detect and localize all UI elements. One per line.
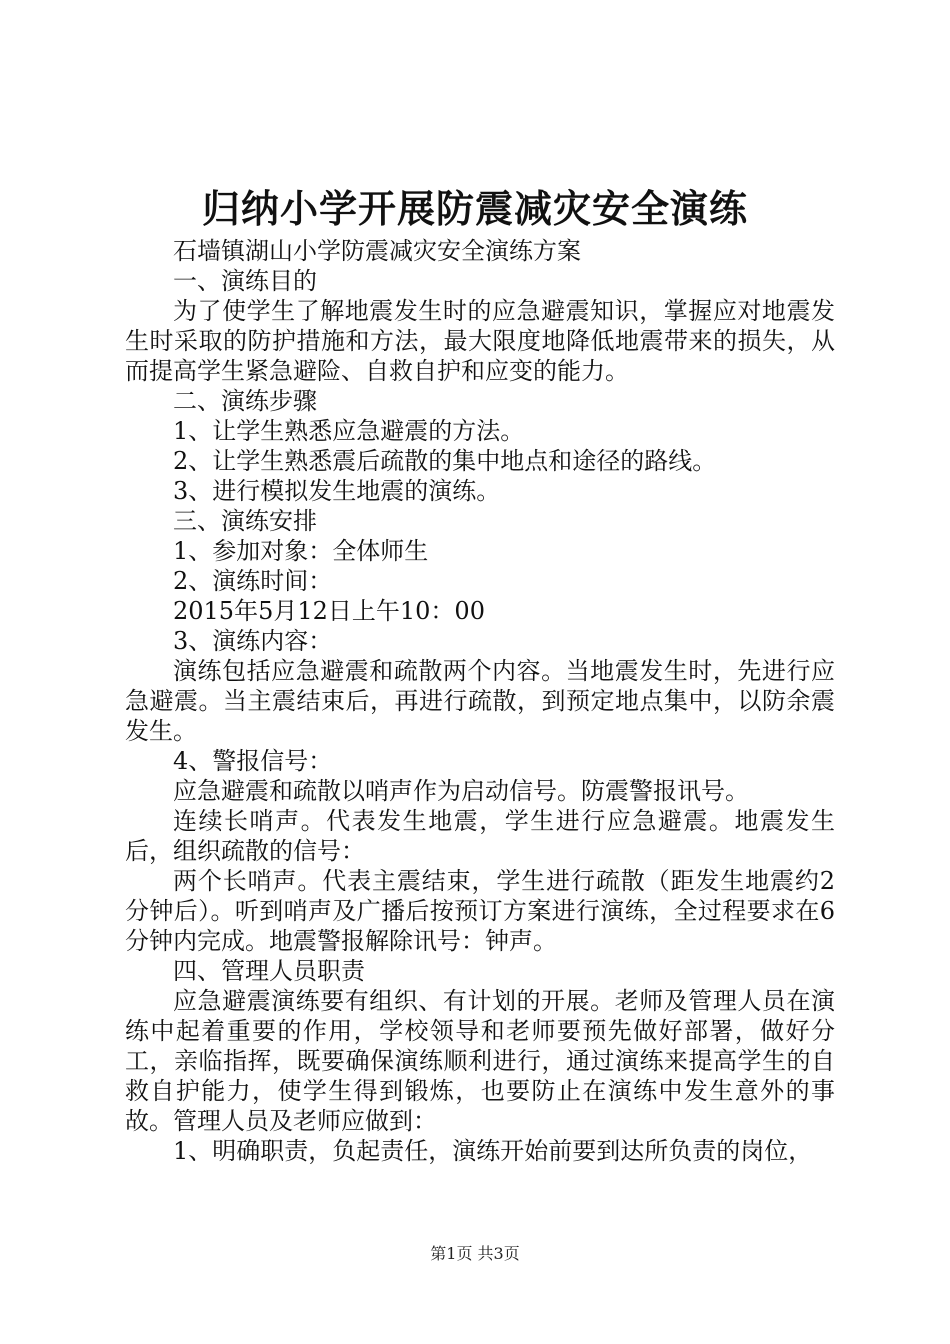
list-item: 1、明确职责，负起责任，演练开始前要到达所负责的岗位，	[173, 1137, 813, 1165]
paragraph: 应急避震演练要有组织、有计划的开展。老师及管理人员在演练中起着重要的作用，学校领导和老师要预先做好部署，做好分工，亲临指挥，既要确保演练顺利进行，通过演练来提高学生的自救自护能力，使学生得到锻炼，也要防止在演练中发生意外的事故。管理人员及老师应做到：	[125, 987, 835, 1135]
section-heading: 四、管理人员职责	[173, 957, 365, 985]
paragraph: 演练包括应急避震和疏散两个内容。当地震发生时，先进行应急避震。当主震结束后，再进行疏散，到预定地点集中，以防余震发生。	[125, 657, 835, 745]
subtitle-line: 石墙镇湖山小学防震减灾安全演练方案	[173, 237, 581, 265]
list-item: 2、演练时间：	[173, 567, 333, 595]
document-title: 归纳小学开展防震减灾安全演练	[201, 187, 748, 231]
list-item: 3、进行模拟发生地震的演练。	[173, 477, 501, 505]
list-item: 3、演练内容：	[173, 627, 333, 655]
section-heading: 二、演练步骤	[173, 387, 317, 415]
section-heading: 一、演练目的	[173, 267, 317, 295]
list-item: 1、参加对象：全体师生	[173, 537, 429, 565]
list-item: 4、警报信号：	[173, 747, 333, 775]
document-body	[125, 236, 835, 1166]
paragraph: 2015年5月12日上午10：00	[173, 597, 485, 625]
section-heading: 三、演练安排	[173, 507, 317, 535]
page-number-footer: 第1页 共3页	[430, 1244, 520, 1263]
paragraph: 两个长哨声。代表主震结束，学生进行疏散（距发生地震约2分钟后）。听到哨声及广播后按预订方案进行演练，全过程要求在6分钟内完成。地震警报解除讯号：钟声。	[125, 867, 835, 955]
list-item: 1、让学生熟悉应急避震的方法。	[173, 417, 525, 445]
paragraph: 为了使学生了解地震发生时的应急避震知识，掌握应对地震发生时采取的防护措施和方法，最大限度地降低地震带来的损失，从而提高学生紧急避险、自救自护和应变的能力。	[125, 297, 835, 385]
list-item: 2、让学生熟悉震后疏散的集中地点和途径的路线。	[173, 447, 717, 475]
paragraph: 连续长哨声。代表发生地震，学生进行应急避震。地震发生后，组织疏散的信号：	[125, 807, 835, 865]
paragraph: 应急避震和疏散以哨声作为启动信号。防震警报讯号。	[173, 777, 749, 805]
